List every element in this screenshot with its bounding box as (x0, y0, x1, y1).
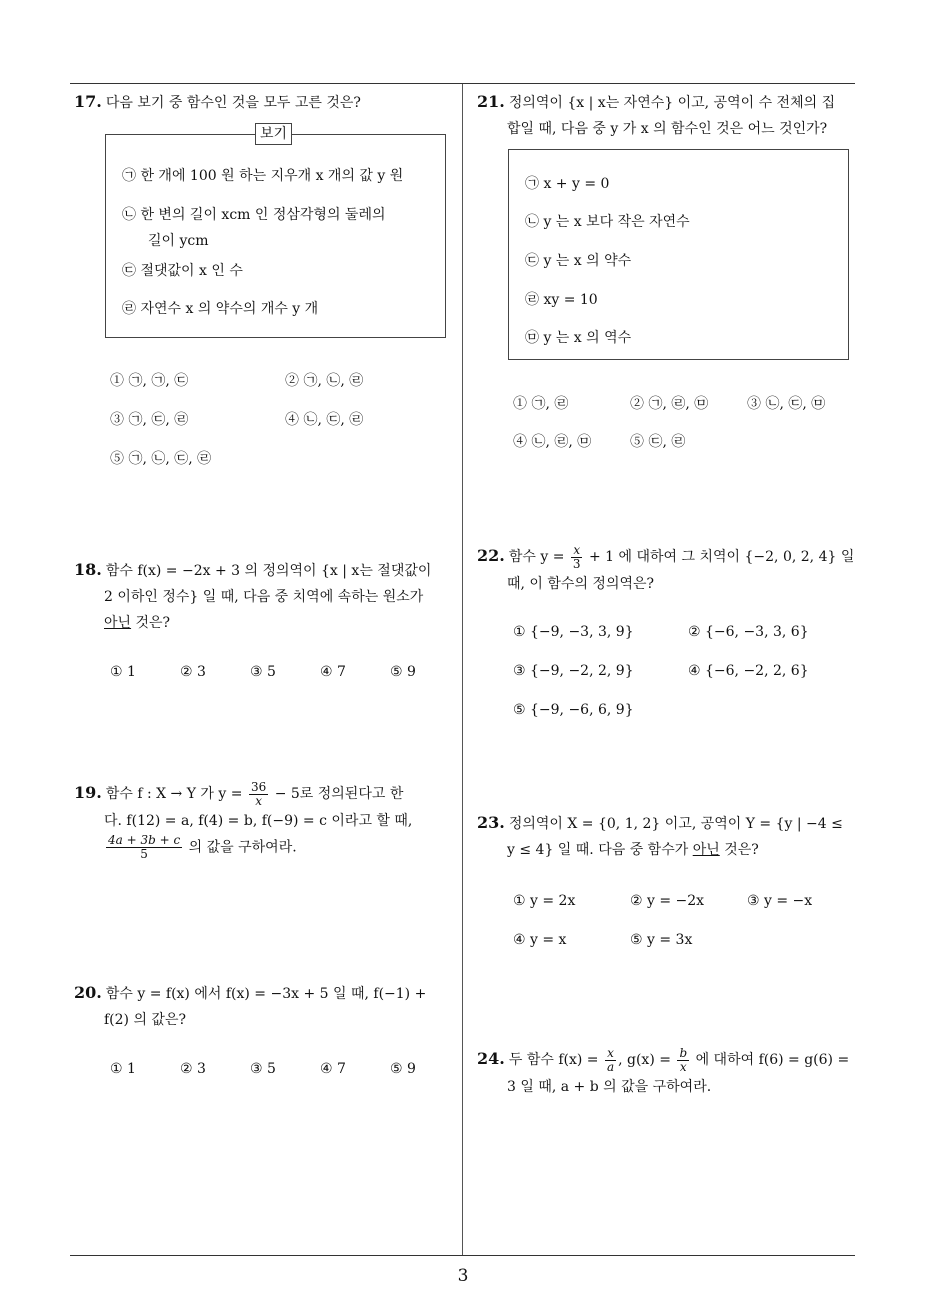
answer-option-1[interactable]: ① 1 (110, 664, 136, 680)
fraction (571, 544, 583, 571)
page-number: 3 (457, 1266, 469, 1286)
fraction (106, 834, 182, 861)
answer-option-4[interactable]: ④ ㉡, ㉣, ㉤ (513, 434, 592, 450)
answer-option-2[interactable]: ② 3 (180, 664, 206, 680)
question-text: 것은? (719, 842, 759, 858)
answer-option-1[interactable]: ① 1 (110, 1061, 136, 1077)
answer-option-4[interactable]: ④ {−6, −2, 2, 6} (688, 663, 809, 679)
question-text-line: 정의역이 X = {0, 1, 2} 이고, 공역이 Y = {y | −4 ≤ (508, 816, 843, 832)
example-item: 길이 ycm (148, 233, 209, 249)
question-text: − 5로 정의된다고 한 (274, 786, 404, 802)
question-number: 17. (74, 92, 102, 111)
answer-option-1[interactable]: ① ㉠, ㉠, ㉢ (110, 373, 189, 389)
fraction (605, 1047, 616, 1074)
fraction-numerator: x (573, 542, 581, 557)
answer-option-1[interactable]: ① {−9, −3, 3, 9} (513, 624, 634, 640)
question-text-line: 다. f(12) = a, f(4) = b, f(−9) = c 이라고 할 때, (104, 812, 413, 829)
answer-option-5[interactable]: ⑤ 9 (390, 1061, 416, 1077)
question-text-line: f(2) 의 값은? (104, 1012, 186, 1028)
answer-option-1[interactable]: ① ㉠, ㉣ (513, 396, 569, 412)
example-item: ㉡ y 는 x 보다 작은 자연수 (525, 214, 690, 230)
bottom-rule (70, 1255, 855, 1256)
column-divider (462, 84, 463, 1255)
answer-option-2[interactable]: ② 3 (180, 1061, 206, 1077)
answer-option-1[interactable]: ① y = 2x (513, 893, 576, 909)
question-text: , g(x) = (618, 1052, 671, 1068)
answer-option-3[interactable]: ③ ㉠, ㉢, ㉣ (110, 412, 189, 428)
question-19 (74, 780, 412, 861)
question-17 (74, 89, 361, 116)
question-23 (477, 810, 843, 863)
answer-option-5[interactable]: ⑤ {−9, −6, 6, 9} (513, 702, 634, 718)
answer-option-5[interactable]: ⑤ y = 3x (630, 932, 693, 948)
example-item: ㉢ 절댓값이 x 인 수 (122, 263, 243, 279)
question-text-line: 것은? (131, 615, 171, 631)
question-22 (477, 543, 854, 597)
answer-option-4[interactable]: ④ 7 (320, 664, 346, 680)
fraction-denominator: 3 (572, 556, 581, 571)
underlined-word: 아닌 (692, 842, 720, 858)
question-text: 다음 보기 중 함수인 것을 모두 고른 것은? (105, 95, 361, 111)
question-text-line: 함수 y = f(x) 에서 f(x) = −3x + 5 일 때, f(−1) + (105, 986, 427, 1002)
underlined-word: 아닌 (104, 615, 132, 631)
answer-option-4[interactable]: ④ ㉡, ㉢, ㉣ (285, 412, 364, 428)
question-21 (477, 89, 835, 142)
question-text-line: 함수 f(x) = −2x + 3 의 정의역이 {x | x는 절댓값이 (105, 563, 432, 579)
answer-option-2[interactable]: ② y = −2x (630, 893, 705, 909)
question-text-line: 합일 때, 다음 중 y 가 x 의 함수인 것은 어느 것인가? (507, 121, 828, 137)
question-text: 에 대하여 f(6) = g(6) = (695, 1052, 850, 1068)
example-item: ㉠ 한 개에 100 원 하는 지우개 x 개의 값 y 원 (122, 168, 404, 184)
question-number: 22. (477, 546, 505, 565)
question-text: y ≤ 4} 일 때. 다음 중 함수가 (507, 842, 693, 858)
answer-option-5[interactable]: ⑤ 9 (390, 664, 416, 680)
fraction-denominator: 5 (140, 846, 148, 861)
fraction-denominator: x (679, 1059, 687, 1074)
question-number: 19. (74, 783, 102, 802)
question-text: 두 함수 f(x) = (508, 1052, 599, 1068)
question-18 (74, 557, 431, 636)
question-text: 의 값을 구하여라. (188, 839, 297, 855)
example-item: ㉢ y 는 x 의 약수 (525, 253, 632, 269)
question-text-line: 정의역이 {x | x는 자연수} 이고, 공역이 수 전체의 집 (508, 95, 836, 111)
question-number: 24. (477, 1049, 505, 1068)
question-24 (477, 1046, 849, 1100)
answer-option-3[interactable]: ③ 5 (250, 664, 276, 680)
answer-option-5[interactable]: ⑤ ㉢, ㉣ (630, 434, 686, 450)
question-text: + 1 에 대하여 그 치역이 {−2, 0, 2, 4} 일 (588, 549, 855, 565)
question-text-line: 3 일 때, a + b 의 값을 구하여라. (507, 1078, 712, 1095)
fraction-denominator: x (255, 793, 262, 808)
example-item: ㉠ x + y = 0 (525, 176, 610, 192)
question-text-line: 2 이하인 정수} 일 때, 다음 중 치역에 속하는 원소가 (104, 589, 424, 605)
answer-option-3[interactable]: ③ y = −x (747, 893, 813, 909)
question-number: 21. (477, 92, 505, 111)
fraction-numerator: x (607, 1045, 614, 1060)
fraction (249, 781, 268, 808)
example-item: ㉣ xy = 10 (525, 292, 598, 308)
answer-option-4[interactable]: ④ y = x (513, 932, 567, 948)
example-box-title: 보기 (255, 123, 292, 145)
fraction (677, 1047, 689, 1074)
fraction-numerator: 4a + 3b + c (108, 832, 181, 847)
question-number: 23. (477, 813, 505, 832)
question-number: 18. (74, 560, 102, 579)
question-20 (74, 980, 426, 1033)
answer-option-5[interactable]: ⑤ ㉠, ㉡, ㉢, ㉣ (110, 451, 212, 467)
fraction-denominator: a (606, 1059, 615, 1074)
answer-option-2[interactable]: ② ㉠, ㉣, ㉤ (630, 396, 709, 412)
question-number: 20. (74, 983, 102, 1002)
answer-option-3[interactable]: ③ ㉡, ㉢, ㉤ (747, 396, 826, 412)
question-text: 함수 y = (508, 549, 565, 565)
answer-option-2[interactable]: ② {−6, −3, 3, 6} (688, 624, 809, 640)
answer-option-4[interactable]: ④ 7 (320, 1061, 346, 1077)
answer-option-3[interactable]: ③ {−9, −2, 2, 9} (513, 663, 634, 679)
example-item: ㉣ 자연수 x 의 약수의 개수 y 개 (122, 301, 319, 317)
question-text-line: 때, 이 함수의 정의역은? (507, 575, 655, 592)
fraction-numerator: b (679, 1045, 688, 1060)
fraction-numerator: 36 (250, 779, 267, 794)
question-text: 함수 f : X → Y 가 y = (105, 786, 243, 802)
answer-option-2[interactable]: ② ㉠, ㉡, ㉣ (285, 373, 364, 389)
answer-option-3[interactable]: ③ 5 (250, 1061, 276, 1077)
example-item: ㉡ 한 변의 길이 xcm 인 정삼각형의 둘레의 (122, 207, 386, 223)
example-item: ㉤ y 는 x 의 역수 (525, 330, 632, 346)
